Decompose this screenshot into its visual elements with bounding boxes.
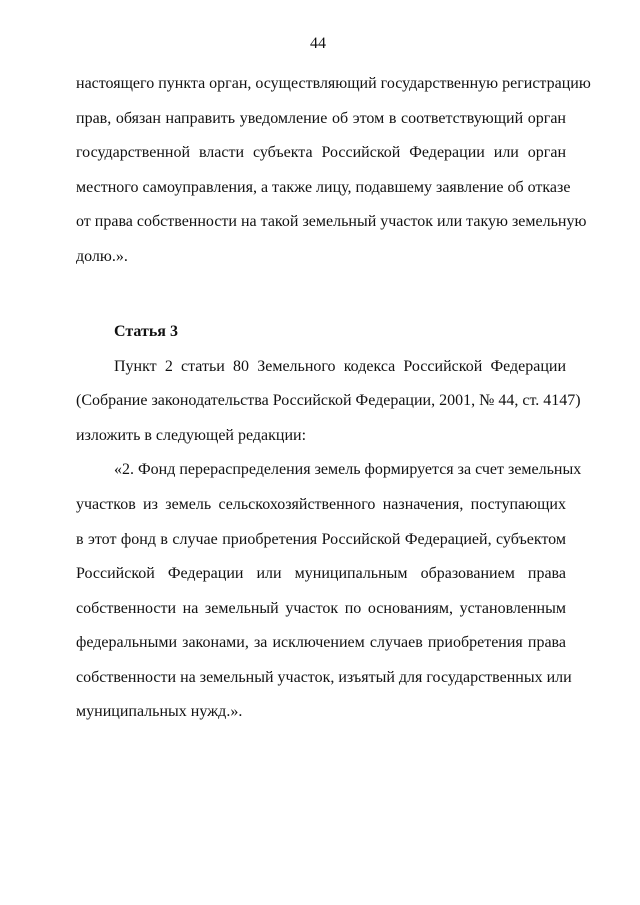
text-line: государственной власти субъекта Российской Федерации или орган (76, 144, 566, 161)
text-line: изложить в следующей редакции: (76, 427, 307, 444)
text-line: «2. Фонд перераспределения земель формируется за счет земельных (114, 461, 582, 478)
text-line: (Собрание законодательства Российской Федерации, 2001, № 44, ст. 4147) (76, 392, 581, 409)
text-line: участков из земель сельскохозяйственного назначения, поступающих (76, 496, 566, 513)
text-line: местного самоуправления, а также лицу, подавшему заявление об отказе (76, 179, 571, 196)
text-line: долю.». (76, 248, 128, 265)
text-line: прав, обязан направить уведомление об этом в соответствующий орган (76, 110, 566, 127)
text-line: собственности на земельный участок, изъятый для государственных или (76, 669, 572, 686)
text-line: настоящего пункта орган, осуществляющий государственную регистрацию (76, 75, 591, 92)
text-line: собственности на земельный участок по основаниям, установленным (76, 600, 566, 617)
page-number: 44 (310, 35, 326, 52)
text-line: Российской Федерации или муниципальным образованием права (76, 565, 566, 582)
text-line: федеральными законами, за исключением случаев приобретения права (76, 634, 566, 651)
text-line: от права собственности на такой земельный участок или такую земельную (76, 213, 587, 230)
text-line: муниципальных нужд.». (76, 703, 243, 720)
text-line: Пункт 2 статьи 80 Земельного кодекса Российской Федерации (114, 358, 566, 375)
text-line: в этот фонд в случае приобретения Российской Федерацией, субъектом (76, 531, 566, 548)
article-heading: Статья 3 (114, 323, 178, 340)
